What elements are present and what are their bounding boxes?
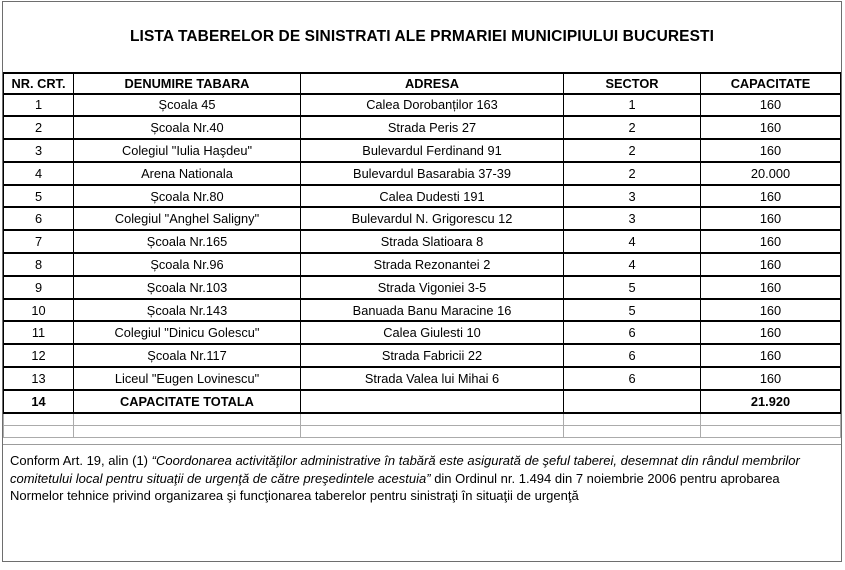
cell-nr: 13 [4, 367, 74, 390]
cell-sector: 5 [564, 299, 701, 322]
cell-address: Calea Giulesti 10 [301, 321, 564, 344]
cell-capacity: 160 [701, 139, 841, 162]
cell-nr: 6 [4, 207, 74, 230]
total-nr: 14 [4, 390, 74, 413]
cell-address: Strada Slatioara 8 [301, 230, 564, 253]
cell-name: Școala Nr.117 [74, 344, 301, 367]
table-header-row [4, 73, 841, 94]
cell-name: Școala Nr.80 [74, 185, 301, 208]
title-area [3, 2, 841, 72]
table-header [4, 73, 841, 94]
cell-capacity: 160 [701, 94, 841, 117]
total-address [301, 390, 564, 413]
table-row [4, 116, 841, 139]
cell-address: Strada Fabricii 22 [301, 344, 564, 367]
cell-name: Școala Nr.165 [74, 230, 301, 253]
cell-capacity: 160 [701, 299, 841, 322]
cell-address: Strada Vigoniei 3-5 [301, 276, 564, 299]
total-label: CAPACITATE TOTALA [74, 390, 301, 413]
cell-sector: 4 [564, 230, 701, 253]
cell-sector: 2 [564, 139, 701, 162]
cell-name: Școala Nr.103 [74, 276, 301, 299]
cell-address: Bulevardul N. Grigorescu 12 [301, 207, 564, 230]
table-row [4, 139, 841, 162]
camps-table [3, 72, 841, 438]
table-footer-body [4, 390, 841, 438]
table-row [4, 321, 841, 344]
cell-sector: 3 [564, 207, 701, 230]
cell-sector: 6 [564, 344, 701, 367]
table-row [4, 94, 841, 117]
cell-capacity: 160 [701, 116, 841, 139]
total-sector [564, 390, 701, 413]
cell-nr: 10 [4, 299, 74, 322]
cell-address: Calea Dudesti 191 [301, 185, 564, 208]
table-row [4, 344, 841, 367]
cell-nr: 4 [4, 162, 74, 185]
cell-sector: 6 [564, 321, 701, 344]
table-row [4, 299, 841, 322]
total-row [4, 390, 841, 413]
column-header: DENUMIRE TABARA [74, 73, 301, 94]
table-row [4, 207, 841, 230]
table-row [4, 185, 841, 208]
cell-sector: 2 [564, 162, 701, 185]
column-header: ADRESA [301, 73, 564, 94]
cell-name: Colegiul "Anghel Saligny" [74, 207, 301, 230]
cell-capacity: 160 [701, 367, 841, 390]
cell-nr: 1 [4, 94, 74, 117]
cell-nr: 9 [4, 276, 74, 299]
cell-address: Bulevardul Basarabia 37-39 [301, 162, 564, 185]
cell-nr: 12 [4, 344, 74, 367]
cell-capacity: 160 [701, 230, 841, 253]
footer-suffix: din Ordinul nr. 1.494 din 7 noiembrie 2006 pentru aprobarea Normelor tehnice privind organizarea şi funcţionarea taberelor pentru sinistraţi în situaţii de urgenţă [10, 470, 780, 504]
column-header: NR. CRT. [4, 73, 74, 94]
document-page [2, 1, 842, 562]
footer-quote: “Coordonarea activităţilor administrative în tabără este asigurată de şeful taberei, desemnat din rândul membrilor comitetului local pentru situaţii de urgenţă de către preşedintele acestuia” [10, 453, 800, 486]
table-row [4, 276, 841, 299]
footer-note [10, 452, 834, 505]
cell-sector: 5 [564, 276, 701, 299]
cell-sector: 3 [564, 185, 701, 208]
cell-capacity: 160 [701, 185, 841, 208]
cell-name: Școala Nr.143 [74, 299, 301, 322]
cell-address: Strada Peris 27 [301, 116, 564, 139]
total-capacity: 21.920 [701, 390, 841, 413]
cell-nr: 7 [4, 230, 74, 253]
table-row [4, 230, 841, 253]
page-title: LISTA TABERELOR DE SINISTRATI ALE PRMARIEI MUNICIPIULUI BUCURESTI [129, 28, 715, 45]
column-header: SECTOR [564, 73, 701, 94]
cell-capacity: 160 [701, 207, 841, 230]
cell-name: Arena Nationala [74, 162, 301, 185]
cell-address: Bulevardul Ferdinand 91 [301, 139, 564, 162]
cell-capacity: 160 [701, 321, 841, 344]
cell-sector: 1 [564, 94, 701, 117]
cell-capacity: 160 [701, 276, 841, 299]
table-row [4, 253, 841, 276]
table-row [4, 162, 841, 185]
cell-name: Școala 45 [74, 94, 301, 117]
cell-address: Banuada Banu Maracine 16 [301, 299, 564, 322]
cell-sector: 6 [564, 367, 701, 390]
cell-address: Calea Dorobanților 163 [301, 94, 564, 117]
empty-row [4, 413, 841, 426]
cell-name: Liceul "Eugen Lovinescu" [74, 367, 301, 390]
cell-nr: 8 [4, 253, 74, 276]
cell-address: Strada Rezonantei 2 [301, 253, 564, 276]
cell-capacity: 160 [701, 344, 841, 367]
column-header: CAPACITATE [701, 73, 841, 94]
table-body [4, 94, 841, 390]
cell-nr: 2 [4, 116, 74, 139]
cell-sector: 4 [564, 253, 701, 276]
cell-name: Colegiul "Iulia Haşdeu" [74, 139, 301, 162]
cell-capacity: 20.000 [701, 162, 841, 185]
cell-nr: 3 [4, 139, 74, 162]
cell-sector: 2 [564, 116, 701, 139]
cell-name: Colegiul "Dinicu Golescu" [74, 321, 301, 344]
cell-name: Școala Nr.96 [74, 253, 301, 276]
cell-capacity: 160 [701, 253, 841, 276]
table-row [4, 367, 841, 390]
cell-address: Strada Valea lui Mihai 6 [301, 367, 564, 390]
footer-prefix: Conform Art. 19, alin (1) [10, 453, 152, 469]
empty-row [4, 425, 841, 438]
cell-nr: 5 [4, 185, 74, 208]
cell-name: Școala Nr.40 [74, 116, 301, 139]
cell-nr: 11 [4, 321, 74, 344]
footer-section [3, 444, 841, 561]
